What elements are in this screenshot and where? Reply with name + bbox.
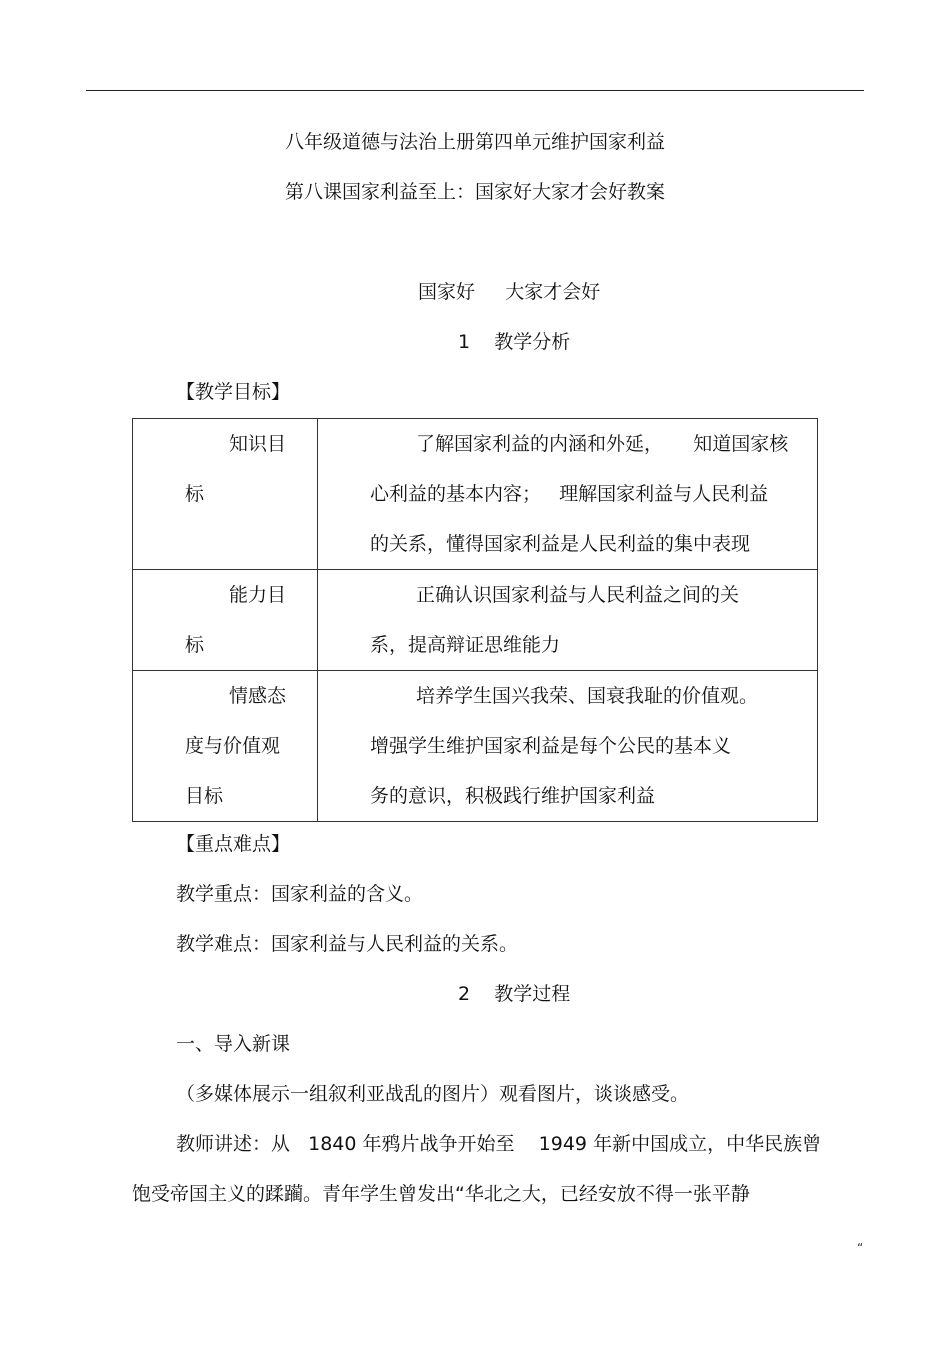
goal-label: 知识目 <box>229 433 287 455</box>
table-row <box>133 570 818 671</box>
step1-paragraph2-line2: 饱受帝国主义的蹂躏。青年学生曾发出“华北之大，已经安放不得一张平静 <box>132 1183 750 1205</box>
goal-label: 情感态 <box>229 685 287 707</box>
goal-label: 标 <box>185 483 205 505</box>
key-points-heading: 【重点难点】 <box>176 833 291 855</box>
goal-content: 正确认识国家利益与人民利益之间的关 <box>416 584 740 606</box>
goal-content: 心利益的基本内容； 理解国家利益与人民利益 <box>370 483 769 505</box>
document-title-line2: 第八课国家利益至上：国家好大家才会好教案 <box>284 181 665 203</box>
table-row <box>133 671 818 822</box>
goal-content: 培养学生国兴我荣、国衰我耻的价值观。 <box>416 685 759 707</box>
section2-heading: 2 教学过程 <box>458 983 571 1005</box>
header-rule <box>86 90 864 91</box>
page-marker: “ <box>857 1241 864 1255</box>
goal-content: 了解国家利益的内涵和外延， 知道国家核 <box>416 433 789 455</box>
goal-label: 标 <box>185 634 205 656</box>
goal-label: 能力目 <box>229 584 287 606</box>
goal-label-cell <box>133 570 318 671</box>
section1-heading: 1 教学分析 <box>458 331 571 353</box>
goal-content-cell <box>318 671 818 822</box>
step1-paragraph2-line1: 教师讲述：从 1840 年鸦片战争开始至 1949 年新中国成立，中华民族曾 <box>176 1133 822 1155</box>
goal-label: 目标 <box>185 785 224 807</box>
goal-content: 的关系，懂得国家利益是人民利益的集中表现 <box>370 533 751 555</box>
goal-label-cell <box>133 671 318 822</box>
goal-content-cell <box>318 570 818 671</box>
step1-paragraph1: （多媒体展示一组叙利亚战乱的图片）观看图片，谈谈感受。 <box>176 1083 690 1105</box>
goal-content: 务的意识，积极践行维护国家利益 <box>370 785 656 807</box>
key-point: 教学重点：国家利益的含义。 <box>176 883 424 905</box>
goal-label: 度与价值观 <box>185 735 281 757</box>
teaching-goals-table <box>132 418 818 822</box>
table-row <box>133 419 818 570</box>
goals-heading: 【教学目标】 <box>176 381 291 403</box>
goal-content: 增强学生维护国家利益是每个公民的基本义 <box>370 735 732 757</box>
goal-label-cell <box>133 419 318 570</box>
difficult-point: 教学难点：国家利益与人民利益的关系。 <box>176 933 519 955</box>
document-title-line1: 八年级道德与法治上册第四单元维护国家利益 <box>284 131 665 153</box>
goal-content-cell <box>318 419 818 570</box>
goal-content: 系，提高辩证思维能力 <box>370 634 561 656</box>
step1-heading: 一、导入新课 <box>176 1033 291 1055</box>
lesson-subtitle: 国家好 大家才会好 <box>418 281 601 303</box>
